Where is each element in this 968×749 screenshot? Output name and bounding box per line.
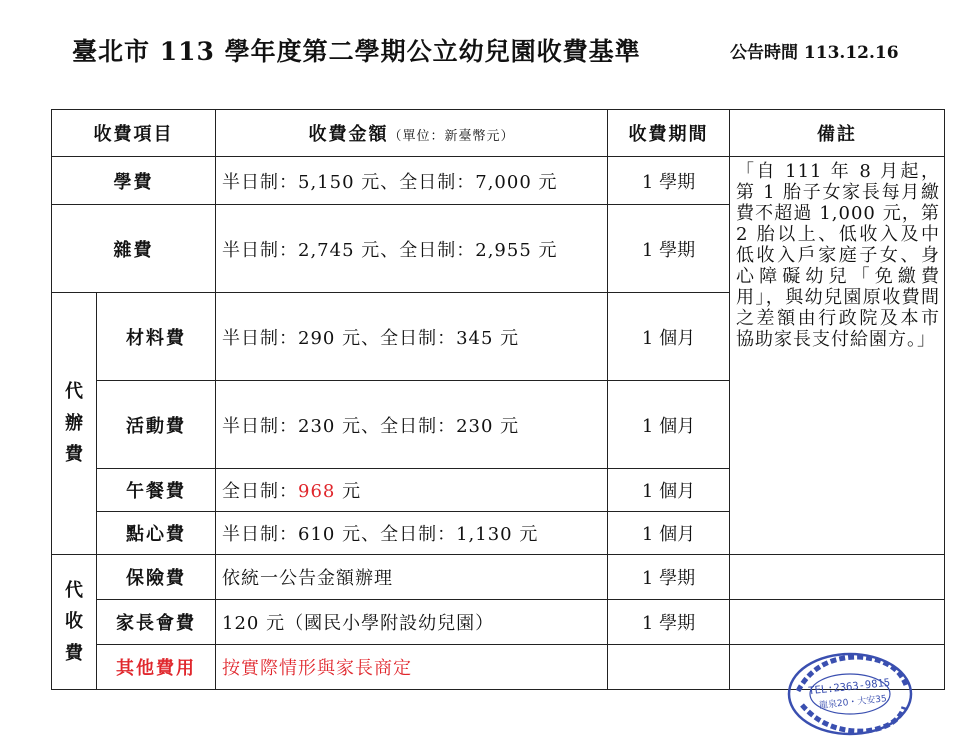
header-item: 收費項目 — [52, 110, 216, 157]
amount-other: 按實際情形與家長商定 — [216, 645, 608, 690]
period-materials: 1 個月 — [608, 293, 730, 381]
stamp-phone: TEL:2363-9815 — [807, 676, 891, 698]
period-activities: 1 個月 — [608, 381, 730, 469]
item-materials: 材料費 — [97, 293, 216, 381]
amount-activities: 半日制：230 元、全日制：230 元 — [216, 381, 608, 469]
group-char: 收 — [65, 611, 83, 633]
period-tuition: 1 學期 — [608, 157, 730, 205]
table-row — [52, 600, 945, 645]
header — [0, 32, 968, 72]
item-activities: 活動費 — [97, 381, 216, 469]
item-misc: 雜費 — [52, 205, 216, 293]
remark-empty — [730, 555, 945, 600]
amount-lunch-prefix: 全日制： — [222, 481, 298, 502]
group-char: 代 — [65, 381, 83, 403]
period-other — [608, 645, 730, 690]
amount-lunch-value: 968 — [298, 481, 336, 502]
header-amount-label: 收費金額 — [308, 124, 389, 145]
item-snack: 點心費 — [97, 512, 216, 555]
item-other: 其他費用 — [97, 645, 216, 690]
header-amount — [216, 110, 608, 157]
amount-lunch — [216, 469, 608, 512]
header-remarks: 備註 — [730, 110, 945, 157]
table-row — [52, 157, 945, 205]
group-label-collection — [52, 555, 97, 690]
group-char: 費 — [65, 642, 83, 664]
stamp-address: 龍泉20・大安35 — [818, 694, 888, 712]
school-seal-stamp — [786, 651, 914, 737]
item-parents-assoc: 家長會費 — [97, 600, 216, 645]
item-insurance: 保險費 — [97, 555, 216, 600]
amount-parents-assoc: 120 元（國民小學附設幼兒園） — [216, 600, 608, 645]
group-char: 費 — [65, 444, 83, 466]
group-char: 代 — [65, 579, 83, 601]
period-parents-assoc: 1 學期 — [608, 600, 730, 645]
header-period: 收費期間 — [608, 110, 730, 157]
amount-insurance: 依統一公告金額辦理 — [216, 555, 608, 600]
group-label-agency — [52, 293, 97, 555]
amount-snack: 半日制：610 元、全日制：1,130 元 — [216, 512, 608, 555]
period-snack: 1 個月 — [608, 512, 730, 555]
amount-misc: 半日制：2,745 元、全日制：2,955 元 — [216, 205, 608, 293]
amount-tuition: 半日制：5,150 元、全日制：7,000 元 — [216, 157, 608, 205]
table-header-row — [52, 110, 945, 157]
period-misc: 1 學期 — [608, 205, 730, 293]
item-tuition: 學費 — [52, 157, 216, 205]
item-lunch: 午餐費 — [97, 469, 216, 512]
table-row — [52, 555, 945, 600]
period-lunch: 1 個月 — [608, 469, 730, 512]
header-amount-unit: （單位：新臺幣元） — [388, 129, 515, 144]
remark-empty — [730, 600, 945, 645]
fee-table — [51, 109, 945, 690]
publish-date: 公告時間 113.12.16 — [730, 43, 899, 63]
amount-lunch-suffix: 元 — [335, 481, 362, 502]
amount-materials: 半日制：290 元、全日制：345 元 — [216, 293, 608, 381]
remark-note: 「自 111 年 8 月起，第 1 胎子女家長每月繳費不超過 1,000 元，第 2 胎以上、低收入及中低收入戶家庭子女、身心障礙幼兒「免繳費用」，與幼兒園原收費間之差額由行政院及本市協助家長支付給園方。」 — [730, 157, 945, 555]
period-insurance: 1 學期 — [608, 555, 730, 600]
page-title: 臺北市 113 學年度第二學期公立幼兒園收費基準 — [72, 37, 641, 66]
group-char: 辦 — [65, 412, 83, 434]
